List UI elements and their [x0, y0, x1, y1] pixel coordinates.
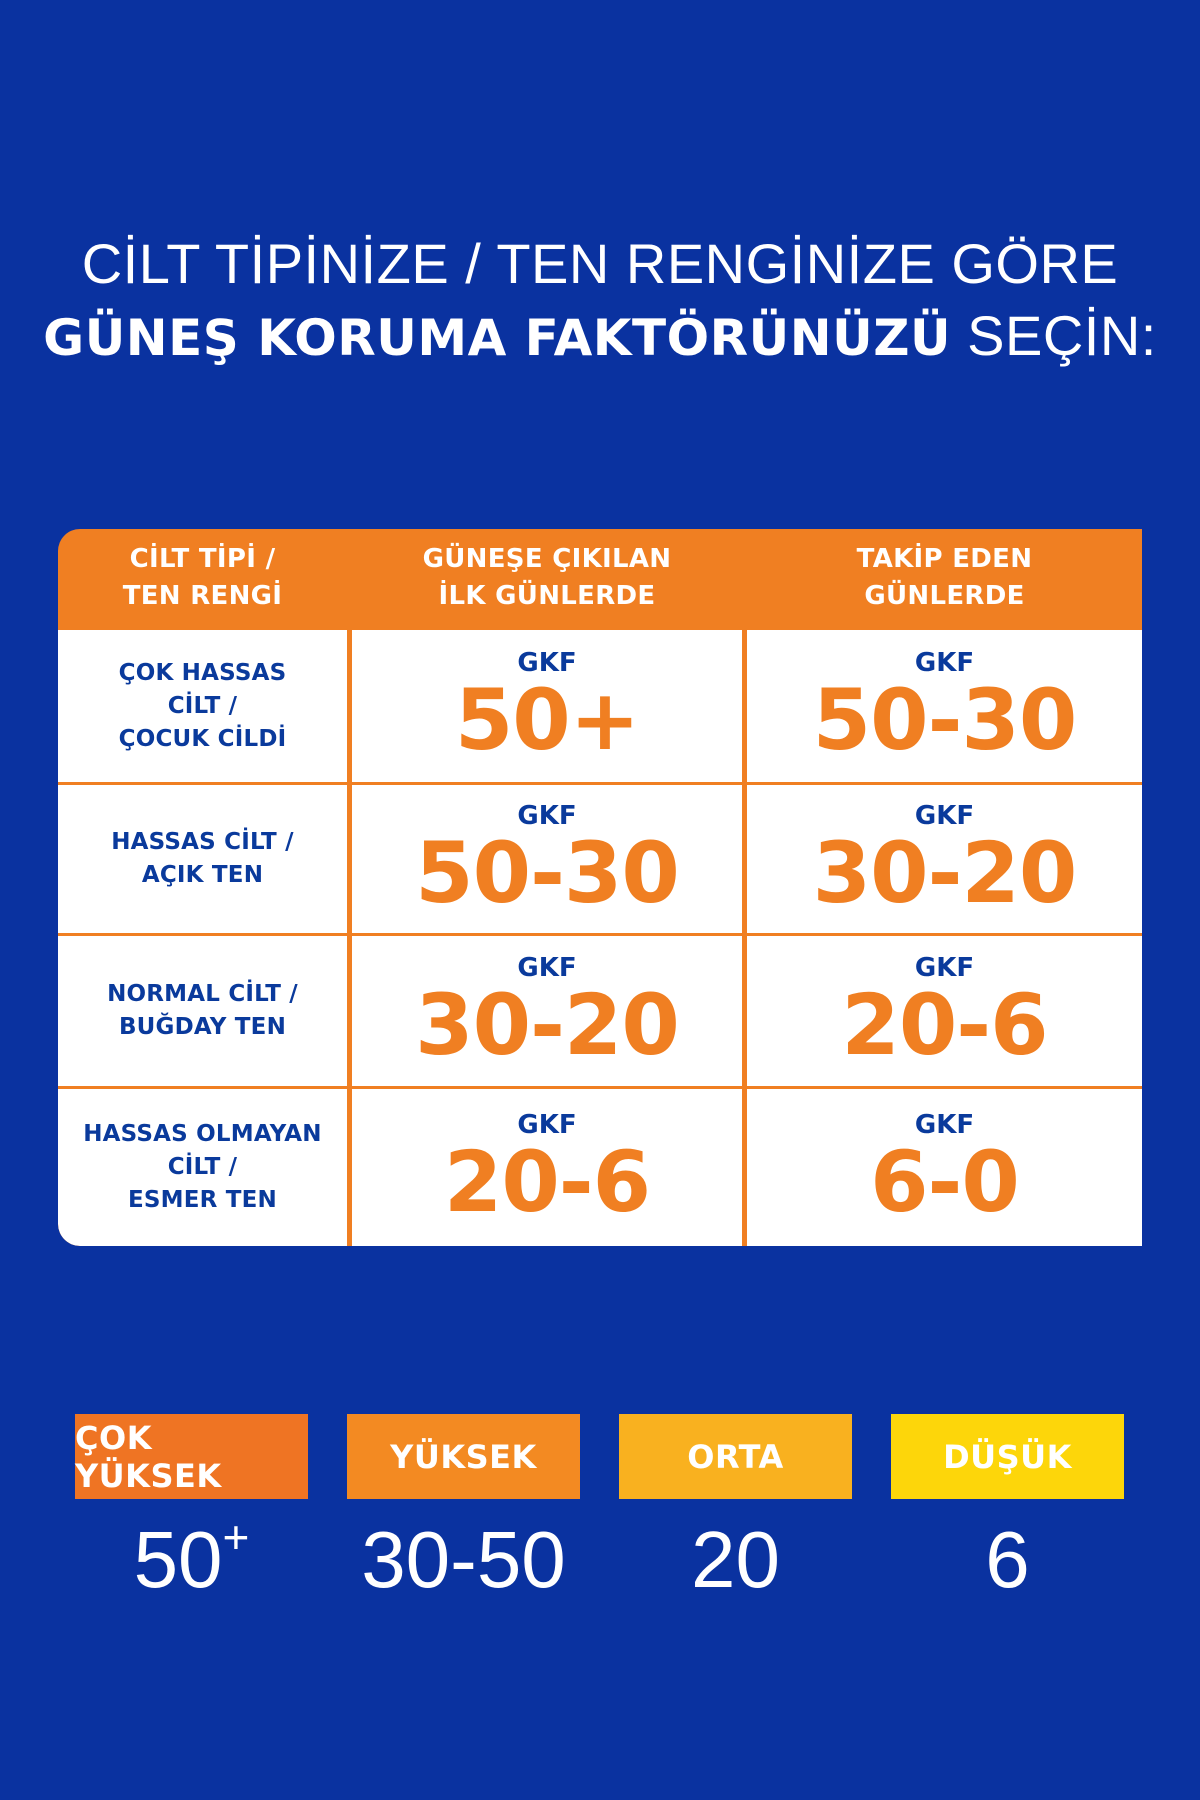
heading-line-2 [0, 300, 1200, 374]
spf-value: 20-6 [841, 976, 1048, 1074]
gkf-label: GKF [517, 801, 577, 831]
spf-value: 30-20 [415, 976, 679, 1074]
first-days-cell [352, 785, 742, 933]
gkf-label: GKF [914, 648, 975, 678]
legend-label: ÇOK YÜKSEK [75, 1418, 222, 1495]
row-label [58, 785, 347, 933]
first-days-cell [352, 1089, 742, 1246]
legend-low-value [891, 1510, 1124, 1610]
heading-line-1: CİLT TİPİNİZE / TEN RENGİNİZE GÖRE [81, 232, 1119, 295]
spf-table [58, 529, 1142, 1246]
legend-medium-value [619, 1510, 852, 1610]
spf-value: 6-0 [870, 1132, 1019, 1231]
row-label-line: CİLT / [167, 1154, 238, 1180]
spf-value: 20-6 [443, 1132, 651, 1231]
header-skin-type-line-2: TEN RENGİ [122, 581, 283, 611]
gkf-label: GKF [517, 1109, 577, 1140]
gkf-label: GKF [517, 953, 577, 983]
header-first-days-line-2: İLK GÜNLERDE [438, 581, 656, 611]
heading-line-2-rest: SEÇİN: [951, 304, 1157, 367]
row-label-line: NORMAL CİLT / [107, 981, 298, 1007]
row-label-line: HASSAS OLMAYAN [83, 1121, 322, 1147]
following-days-cell [747, 1089, 1142, 1246]
following-days-cell [747, 936, 1142, 1086]
legend-medium-box [619, 1414, 852, 1499]
header-skin-type [58, 529, 347, 627]
row-label [58, 936, 347, 1086]
row-label-line: AÇIK TEN [141, 862, 264, 888]
header-following-days [747, 529, 1142, 627]
spf-value: 50-30 [415, 824, 679, 922]
legend-value-superscript: + [222, 1511, 250, 1563]
following-days-cell [747, 785, 1142, 933]
following-days-cell [747, 630, 1142, 782]
row-label-line: HASSAS CİLT / [111, 829, 294, 855]
header-following-days-line-2: GÜNLERDE [864, 581, 1025, 611]
legend-value: 20 [691, 1515, 780, 1604]
gkf-label: GKF [517, 648, 577, 678]
page-heading [0, 228, 1200, 374]
spf-value: 50-30 [812, 671, 1077, 769]
row-label [58, 1089, 347, 1246]
header-following-days-line-1: TAKİP EDEN [856, 544, 1033, 574]
header-first-days [352, 529, 742, 627]
legend-label: ORTA [687, 1437, 784, 1476]
first-days-cell [352, 630, 742, 782]
legend-very-high-value [75, 1510, 308, 1610]
legend-very-high-box [75, 1414, 308, 1499]
legend-label: YÜKSEK [390, 1437, 537, 1476]
gkf-label: GKF [914, 953, 975, 983]
row-label-line: ESMER TEN [127, 1187, 278, 1213]
header-first-days-line-1: GÜNEŞE ÇIKILAN [422, 544, 672, 574]
legend-high-box [347, 1414, 580, 1499]
legend-label: DÜŞÜK [943, 1437, 1072, 1476]
legend-low-box [891, 1414, 1124, 1499]
spf-value: 50+ [454, 671, 640, 769]
spf-value: 30-20 [812, 824, 1077, 922]
row-label-line: CİLT / [167, 692, 238, 719]
row-label [58, 630, 347, 782]
row-label-line: ÇOCUK CİLDİ [118, 725, 287, 752]
legend-value: 30-50 [361, 1515, 566, 1604]
gkf-label: GKF [914, 1109, 975, 1140]
heading-line-2-bold: GÜNEŞ KORUMA FAKTÖRÜNÜZÜ [43, 309, 952, 367]
legend-high-value [347, 1510, 580, 1610]
header-skin-type-line-1: CİLT TİPİ / [129, 544, 276, 574]
legend-value: 50 [133, 1515, 223, 1604]
row-label-line: BUĞDAY TEN [118, 1014, 287, 1040]
first-days-cell [352, 936, 742, 1086]
gkf-label: GKF [914, 801, 975, 831]
legend-value: 6 [985, 1515, 1030, 1604]
row-label-line: ÇOK HASSAS [118, 659, 287, 686]
